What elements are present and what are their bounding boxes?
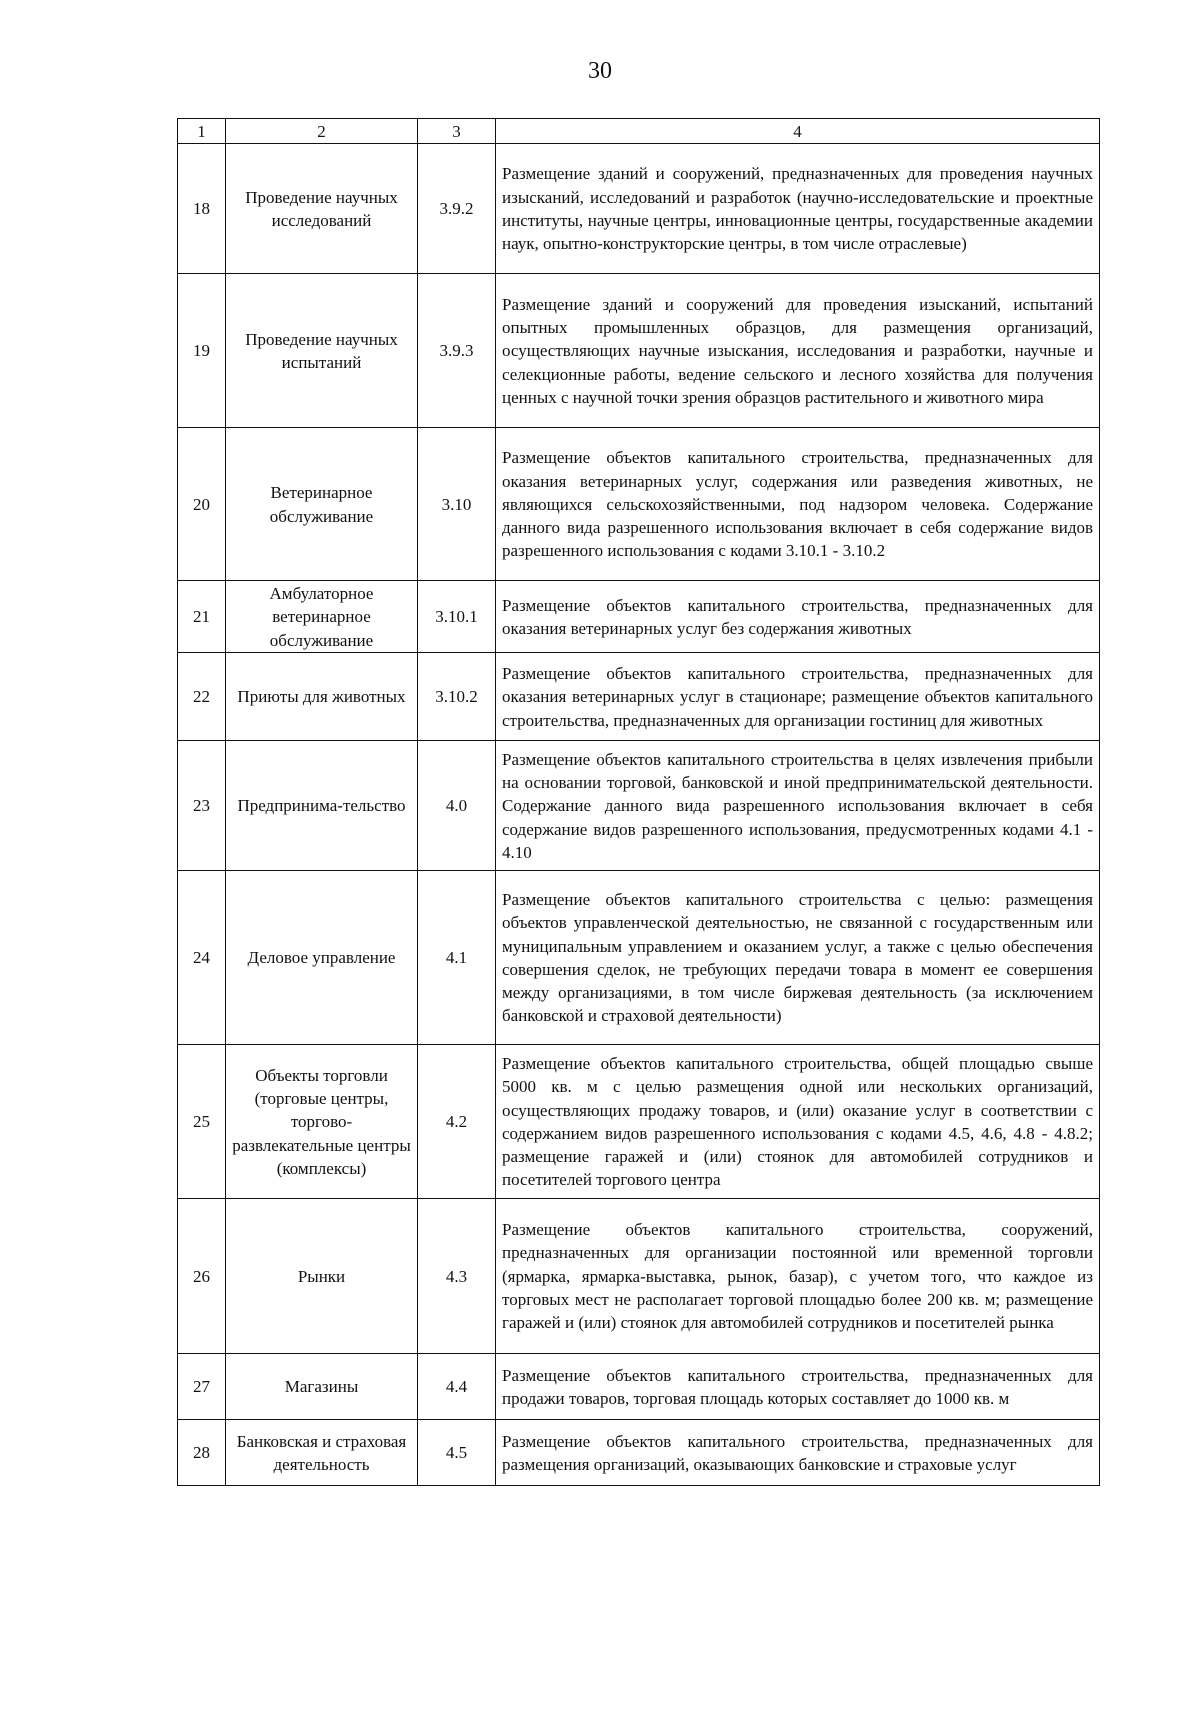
use-type-name: Проведение научных исследований (226, 144, 418, 274)
use-type-name: Деловое управление (226, 870, 418, 1044)
use-type-name: Магазины (226, 1353, 418, 1419)
use-type-code: 3.9.3 (418, 274, 496, 428)
use-type-code: 3.10 (418, 428, 496, 581)
table-row (178, 144, 1100, 274)
use-type-code: 4.5 (418, 1419, 496, 1485)
table-row (178, 1353, 1100, 1419)
use-type-name: Объекты торговли (торговые центры, торгово-развлекательные центры (комплексы) (226, 1044, 418, 1198)
table-header-row (178, 119, 1100, 144)
use-type-code: 3.10.2 (418, 652, 496, 740)
row-number: 23 (178, 740, 226, 870)
use-type-code: 3.9.2 (418, 144, 496, 274)
use-type-description: Размещение объектов капитального строительства, сооружений, предназначенных для организации постоянной или временной торговли (ярмарка, ярмарка-выставка, рынок, базар), с учетом того, что каждое из торговых мест не располагает торговой площадью более 200 кв. м; размещение гаражей и (или) стоянок для автомобилей сотрудников и посетителей рынка (496, 1198, 1100, 1353)
table-row (178, 1198, 1100, 1353)
use-type-name: Ветеринарное обслуживание (226, 428, 418, 581)
use-type-description: Размещение зданий и сооружений, предназначенных для проведения научных изысканий, исследований и разработок (научно-исследовательские и проектные институты, научные центры, инновационные центры, государственные академии наук, опытно-конструкторские центры, в том числе отраслевые) (496, 144, 1100, 274)
row-number: 26 (178, 1198, 226, 1353)
row-number: 25 (178, 1044, 226, 1198)
header-col-1: 1 (178, 119, 226, 144)
use-type-description: Размещение объектов капитального строительства, предназначенных для продажи товаров, торговая площадь которых составляет до 1000 кв. м (496, 1353, 1100, 1419)
page-number: 30 (588, 58, 612, 84)
table-row (178, 428, 1100, 581)
use-type-description: Размещение объектов капитального строительства с целью: размещения объектов управленческой деятельностью, не связанной с государственным или муниципальным управлением и оказанием услуг, а также с целью обеспечения совершения сделок, не требующих передачи товара в момент ее совершения между организациями, в том числе биржевая деятельность (за исключением банковской и страховой деятельности) (496, 870, 1100, 1044)
table-row (178, 870, 1100, 1044)
header-col-3: 3 (418, 119, 496, 144)
use-type-name: Проведение научных испытаний (226, 274, 418, 428)
use-type-description: Размещение объектов капитального строительства, предназначенных для оказания ветеринарных услуг без содержания животных (496, 581, 1100, 653)
use-type-code: 4.3 (418, 1198, 496, 1353)
row-number: 19 (178, 274, 226, 428)
use-type-name: Рынки (226, 1198, 418, 1353)
row-number: 18 (178, 144, 226, 274)
row-number: 21 (178, 581, 226, 653)
use-type-name: Предпринима-тельство (226, 740, 418, 870)
row-number: 22 (178, 652, 226, 740)
use-type-name: Амбулаторное ветеринарное обслуживание (226, 581, 418, 653)
use-type-description: Размещение объектов капитального строительства, предназначенных для оказания ветеринарных услуг, содержания или разведения животных, не являющихся сельскохозяйственными, под надзором человека. Содержание данного вида разрешенного использования включает в себя содержание видов разрешенного использования с кодами 3.10.1 - 3.10.2 (496, 428, 1100, 581)
table-row (178, 581, 1100, 653)
table-row (178, 652, 1100, 740)
row-number: 28 (178, 1419, 226, 1485)
use-type-code: 4.0 (418, 740, 496, 870)
header-col-4: 4 (496, 119, 1100, 144)
use-type-code: 4.4 (418, 1353, 496, 1419)
use-type-description: Размещение объектов капитального строительства, общей площадью свыше 5000 кв. м с целью размещения одной или нескольких организаций, осуществляющих продажу товаров, и (или) оказание услуг в соответствии с содержанием видов разрешенного использования с кодами 4.5, 4.6, 4.8 - 4.8.2; размещение гаражей и (или) стоянок для автомобилей сотрудников и посетителей торгового центра (496, 1044, 1100, 1198)
use-type-code: 4.2 (418, 1044, 496, 1198)
land-use-table (177, 118, 1100, 1486)
table-row (178, 1044, 1100, 1198)
use-type-name: Банковская и страховая деятельность (226, 1419, 418, 1485)
header-col-2: 2 (226, 119, 418, 144)
row-number: 20 (178, 428, 226, 581)
use-type-description: Размещение зданий и сооружений для проведения изысканий, испытаний опытных промышленных образцов, для размещения организаций, осуществляющих научные изыскания, исследования и разработки, научные и селекционные работы, ведение сельского и лесного хозяйства для получения ценных с научной точки зрения образцов растительного и животного мира (496, 274, 1100, 428)
use-type-description: Размещение объектов капитального строительства в целях извлечения прибыли на основании торговой, банковской и иной предпринимательской деятельности. Содержание данного вида разрешенного использования включает в себя содержание видов разрешенного использования, предусмотренных кодами 4.1 - 4.10 (496, 740, 1100, 870)
use-type-code: 4.1 (418, 870, 496, 1044)
row-number: 27 (178, 1353, 226, 1419)
use-type-description: Размещение объектов капитального строительства, предназначенных для размещения организаций, оказывающих банковские и страховые услуг (496, 1419, 1100, 1485)
table-row (178, 1419, 1100, 1485)
use-type-description: Размещение объектов капитального строительства, предназначенных для оказания ветеринарных услуг в стационаре; размещение объектов капитального строительства, предназначенных для организации гостиниц для животных (496, 652, 1100, 740)
table-row (178, 274, 1100, 428)
use-type-name: Приюты для животных (226, 652, 418, 740)
table-row (178, 740, 1100, 870)
use-type-code: 3.10.1 (418, 581, 496, 653)
row-number: 24 (178, 870, 226, 1044)
